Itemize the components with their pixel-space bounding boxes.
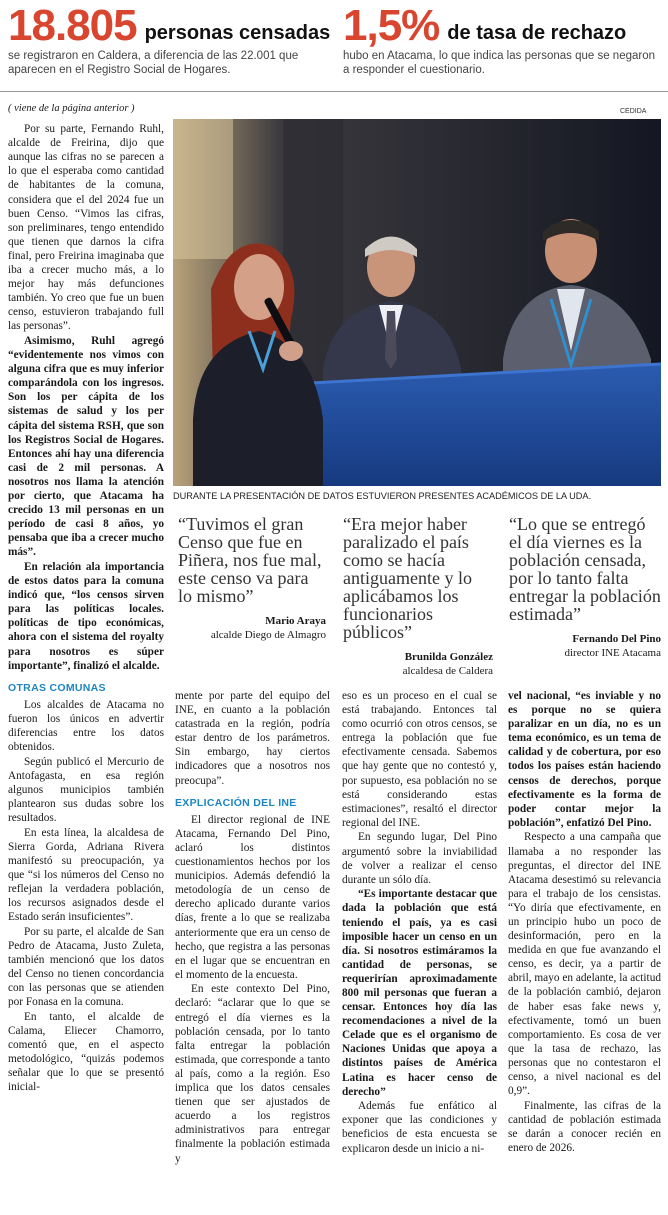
stat-census-count <box>8 1 333 77</box>
event-photo <box>173 119 661 486</box>
quote-text: “Lo que se entregó el día viernes es la población censada, por lo tanto falta entregar la población estimada” <box>509 514 661 624</box>
stat-rejection-rate <box>343 1 663 77</box>
quote-role: director INE Atacama <box>564 647 661 659</box>
article-column-1 <box>8 102 164 1095</box>
photo-credit: CEDIDA <box>620 108 647 115</box>
stat-description: se registraron en Caldera, a diferencia de las 22.001 que aparecen en el Registro Social de Hogares. <box>8 50 299 76</box>
article-column-4 <box>508 689 661 1156</box>
section-heading-explicacion-ine: EXPLICACIÓN DEL INE <box>175 796 297 809</box>
paragraph: “Es importante destacar que dada la población que está teniendo el país, ya es casi imposible hacer un censo en un día. Si nosotros estimáramos la cantidad de personas, se requerirían aproximadamente 800 mil personas que fueran a censar. Entonces hoy día las recomendaciones a nivel de la Celade que es el organismo de Naciones Unidas que apoya a distintos países de América Latina es hacer censo de derecho” <box>342 888 497 1098</box>
quote-role: alcalde Diego de Almagro <box>210 629 326 641</box>
paragraph: Por su parte, Fernando Ruhl, alcalde de Freirina, dijo que aunque las cifras no se parecen a lo que el esperaba como cantidad de habitantes de la comuna, considera que el del 2024 fue un buen Censo. “Vimos las cifras, son preliminares, tengo entendido que tienen que darnos la cifra final, pero Freirina imaginaba que iba a crecer mucho más, a lo mejor hay más defunciones también. Yo creo que fue un buen censo, estuvieron trabajando full las personas”. <box>8 123 164 333</box>
paragraph: Finalmente, las cifras de la cantidad de población estimada se darán a conocer recién en enero de 2026. <box>508 1099 661 1154</box>
paragraph: En esta línea, la alcaldesa de Sierra Gorda, Adriana Rivera manifestó su preocupación, ya que “si los números del Censo no reflejan la verdadera población, los recursos asignados desde el Estado serán insuficientes”. <box>8 826 164 924</box>
article-column-2 <box>175 689 330 1166</box>
stat-unit: de tasa de rechazo <box>447 22 627 44</box>
stat-description: hubo en Atacama, lo que indica las personas que se negaron a responder el cuestionario. <box>343 50 655 76</box>
paragraph: Además fue enfático al exponer que las condiciones y beneficios de esta encuesta se explicaron desde un inicio a ni- <box>342 1100 497 1155</box>
photo-caption: DURANTE LA PRESENTACIÓN DE DATOS ESTUVIERON PRESENTES ACADÉMICOS DE LA UDA. <box>173 491 592 501</box>
paragraph: eso es un proceso en el cual se está trabajando. Entonces tal como ocurrió con otros censos, se entrega la población que fue efectivamente censada. Sabemos que hay gente que no contestó y, por supuesto, esa población no se está considerando estas estimaciones”, resaltó el director regional del INE. <box>342 690 497 829</box>
stat-number: 1,5% <box>343 1 440 50</box>
paragraph: vel nacional, “es inviable y no es porque no se quiera paralizar en un día, no es un tema económico, es un tema de calidad y de cobertura, por eso todos los países están haciendo censos de derechos, porque efectivamente es la forma de poder contar mejor la población”, enfatizó Del Pino. <box>508 690 661 829</box>
top-divider <box>0 91 668 92</box>
quote-author: Mario Araya <box>265 615 326 627</box>
quote-block <box>178 515 326 641</box>
paragraph: Según publicó el Mercurio de Antofagasta, en esa región algunos municipios también plantearon sus dudas sobre los resultados. <box>8 755 164 825</box>
event-photo-illustration <box>173 119 661 486</box>
paragraph: Los alcaldes de Atacama no fueron los únicos en advertir diferencias entre los datos obtenidos. <box>8 698 164 754</box>
paragraph: Respecto a una campaña que llamaba a no responder las preguntas, el director del INE Atacama desestimó su relevancia para el trabajo de los censistas. “Yo diría que efectivamente, en un principio hubo un poco de desinformación, pero en la medida en que fue avanzando el censo, es decir, ya a partir de abril, mayo en adelante, la actitud de la población cambió, dejaron de haber esas fake news y, efectivamente, tomó un buen comportamiento. Es cosa de ver que la tasa de rechazo, las personas que no contestaron el censo, a nivel nacional es del 0,9”. <box>508 831 661 1098</box>
paragraph: Por su parte, el alcalde de San Pedro de Atacama, Justo Zuleta, también mencionó que los datos del Censo no tienen concordancia con las personas que se atienden por Fonasa en la comuna. <box>8 925 164 1009</box>
quote-text: “Era mejor haber paralizado el país como se hacía antiguamente y lo aplicábamos los funcionarios públicos” <box>343 514 472 642</box>
section-heading-otras-comunas: OTRAS COMUNAS <box>8 681 106 694</box>
paragraph: En tanto, el alcalde de Calama, Eliecer Chamorro, comentó que, en el aspecto metodológico, “quizás podemos señalar que lo que se presentó inicial- <box>8 1010 164 1094</box>
quote-text: “Tuvimos el gran Censo que fue en Piñera, nos fue mal, este censo va para lo mismo” <box>178 514 322 606</box>
quote-author: Brunilda González <box>404 651 493 663</box>
quote-role: alcaldesa de Caldera <box>402 665 493 677</box>
article-column-3 <box>342 689 497 1156</box>
quote-block <box>343 515 493 677</box>
paragraph: El director regional de INE Atacama, Fernando Del Pino, aclaró los distintos cuestionamientos hechos por los municipios. Además defendió la metodología de un censo de derecho aplicado durante varios días, frente a lo que se realizaba anteriormente que era un censo de hecho, que registra a las personas en el lugar que se encuentran en el momento de la encuesta. <box>175 813 330 981</box>
stat-number: 18.805 <box>8 1 137 50</box>
paragraph: En segundo lugar, Del Pino argumentó sobre la inviabilidad de volver a realizar el censo durante un sólo día. <box>342 831 497 886</box>
paragraph: En este contexto Del Pino, declaró: “aclarar que lo que se entregó el día viernes es la población censada, por lo tanto falta entregar la población estimada, que corresponde a tanto al país, como a la región. Eso implica que los datos censales tienen que ser ajustados de acuerdo a los registros administrativos para entregar finalmente la población estimada y <box>175 983 330 1165</box>
quote-author: Fernando Del Pino <box>572 633 661 645</box>
continued-note: ( viene de la página anterior ) <box>8 103 135 114</box>
stat-unit: personas censadas <box>144 22 331 44</box>
quote-block <box>509 515 661 659</box>
paragraph: mente por parte del equipo del INE, en cuanto a la población catastrada en la región, podría estar dentro de los parámetros. Sin embargo, hay ciertos indicadores que a nosotros nos preocupa”. <box>175 690 330 787</box>
paragraph: En relación ala importancia de estos datos para la comuna indicó que, “los censos sirven para las políticas locales. políticas de tipo económicas, ahora con el sistema del royalty para nosotros es súper importante”, finalizó el alcalde. <box>8 561 164 672</box>
paragraph: Asimismo, Ruhl agregó “evidentemente nos vimos con alguna cifra que es muy inferior comparándola con los ingresos. Son los per cápita de los sistemas de salud y los per cápita del sistema RSH, que son los Registros Social de Hogares. Entonces ahí hay una diferencia casi de 2 mil personas. A nosotros nos llama la atención por cierto, que Atacama ha crecido 13 mil personas en un período de casi 8 años, yo pensaba que iba a crecer mucho más”. <box>8 335 164 559</box>
